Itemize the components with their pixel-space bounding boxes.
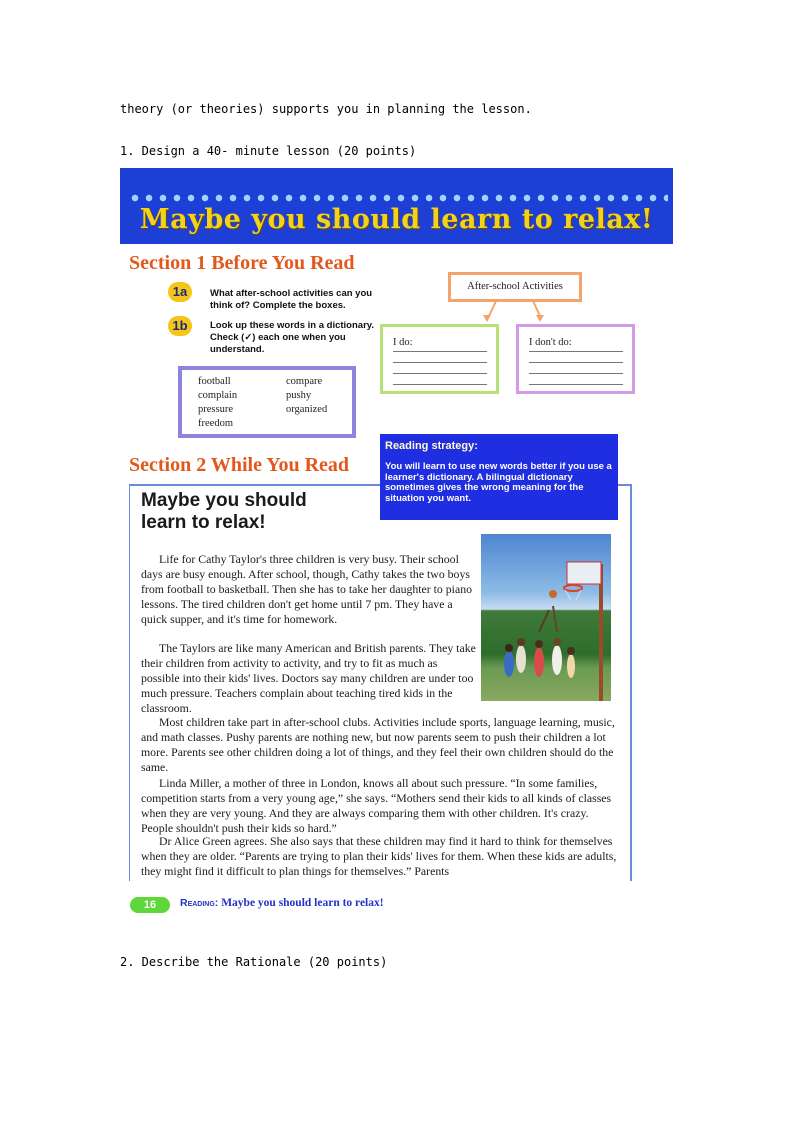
exercise-1b-instruction: Look up these words in a dictionary. Check (✓) each one when you understand.	[210, 320, 374, 355]
write-line	[529, 373, 623, 374]
basketball-photo	[481, 534, 611, 701]
footer-title: Maybe you should learn to relax!	[221, 897, 384, 909]
banner-dots	[128, 194, 668, 202]
word-item: freedom	[198, 418, 233, 429]
arrow-to-i-do	[488, 301, 497, 316]
basketball-scene-illustration	[481, 534, 611, 701]
section-2-heading: Section 2 While You Read	[129, 454, 350, 476]
arrow-to-i-dont	[532, 301, 541, 316]
write-line	[393, 384, 487, 385]
vocabulary-word-box	[178, 366, 356, 438]
page-number-badge: 16	[130, 897, 170, 913]
i-dont-do-box	[516, 324, 635, 394]
word-item: pressure	[198, 404, 233, 415]
write-line	[393, 362, 487, 363]
task-1-heading: 1. Design a 40- minute lesson (20 points)	[120, 144, 417, 158]
strategy-body: You will learn to use new words better if you use a learner's dictionary. A bilingual dictionary sometimes gives the wrong meaning for the situation you want.	[385, 461, 612, 504]
exercise-1a-badge: 1a	[168, 282, 192, 302]
word-item: football	[198, 376, 231, 387]
word-item: organized	[286, 404, 328, 415]
reading-title: Maybe you should learn to relax!	[141, 490, 307, 533]
write-line	[529, 362, 623, 363]
title-banner	[120, 168, 673, 244]
arrow-head-icon	[536, 315, 544, 322]
write-line	[393, 351, 487, 352]
write-line	[393, 373, 487, 374]
paragraph: Linda Miller, a mother of three in London, knows all about such pressure. “In some families, competition starts from a very young age,” she says. “Mothers send their kids to all kinds of classes when they are very young. And they are always comparing them with other children. It's crazy. People shouldn't push their kids so hard.”	[141, 776, 612, 836]
word-item: complain	[198, 390, 238, 401]
textbook-page-image	[120, 168, 673, 923]
task-2-heading: 2. Describe the Rationale (20 points)	[120, 955, 388, 969]
page-footer	[180, 897, 384, 909]
reading-strategy-box	[380, 434, 618, 520]
paragraph: Dr Alice Green agrees. She also says that these children may find it hard to think for themselves when they are older. “Parents are trying to plan their kids' lives for them. When these kids are adults, they might find it difficult to plan things for themselves.” Parents	[141, 834, 617, 879]
paragraph: Most children take part in after-school clubs. Activities include sports, language learning, music, and math classes. Pushy parents are nothing new, but now parents seem to push their children a lot more. Parents see other children doing a lot of things, and they feel their own children should do the same.	[141, 715, 615, 775]
section-1-heading: Section 1 Before You Read	[129, 252, 355, 274]
paragraph: Life for Cathy Taylor's three children is very busy. Their school days are busy enough. After school, though, Cathy takes the two boys from football to basketball. Then she has to take her daughter to piano lessons. The tired children don't get home until 7 pm. They have a quick supper, and it's time for homework.	[141, 552, 472, 627]
i-do-box	[380, 324, 499, 394]
after-school-activities-box: After-school Activities	[448, 272, 582, 302]
paragraph: The Taylors are like many American and British parents. They take their children from activity to activity, and try to fit as much as possible into their kids' lives. Doctors say many children are under too much pressure. Teachers complain about teaching tired kids in the classroom.	[141, 641, 476, 716]
exercise-1b-badge: 1b	[168, 316, 192, 336]
i-dont-do-label: I don't do:	[529, 337, 572, 348]
write-line	[529, 384, 623, 385]
strategy-title: Reading strategy:	[385, 440, 478, 452]
i-do-label: I do:	[393, 337, 413, 348]
intro-line: theory (or theories) supports you in planning the lesson.	[120, 102, 532, 116]
footer-kicker: Reading:	[180, 897, 219, 909]
word-item: compare	[286, 376, 323, 387]
exercise-1a-instruction: What after-school activities can you think of? Complete the boxes.	[210, 288, 373, 311]
banner-title: Maybe you should learn to relax!	[139, 204, 654, 235]
word-item: pushy	[286, 390, 312, 401]
arrow-head-icon	[483, 315, 491, 322]
write-line	[529, 351, 623, 352]
